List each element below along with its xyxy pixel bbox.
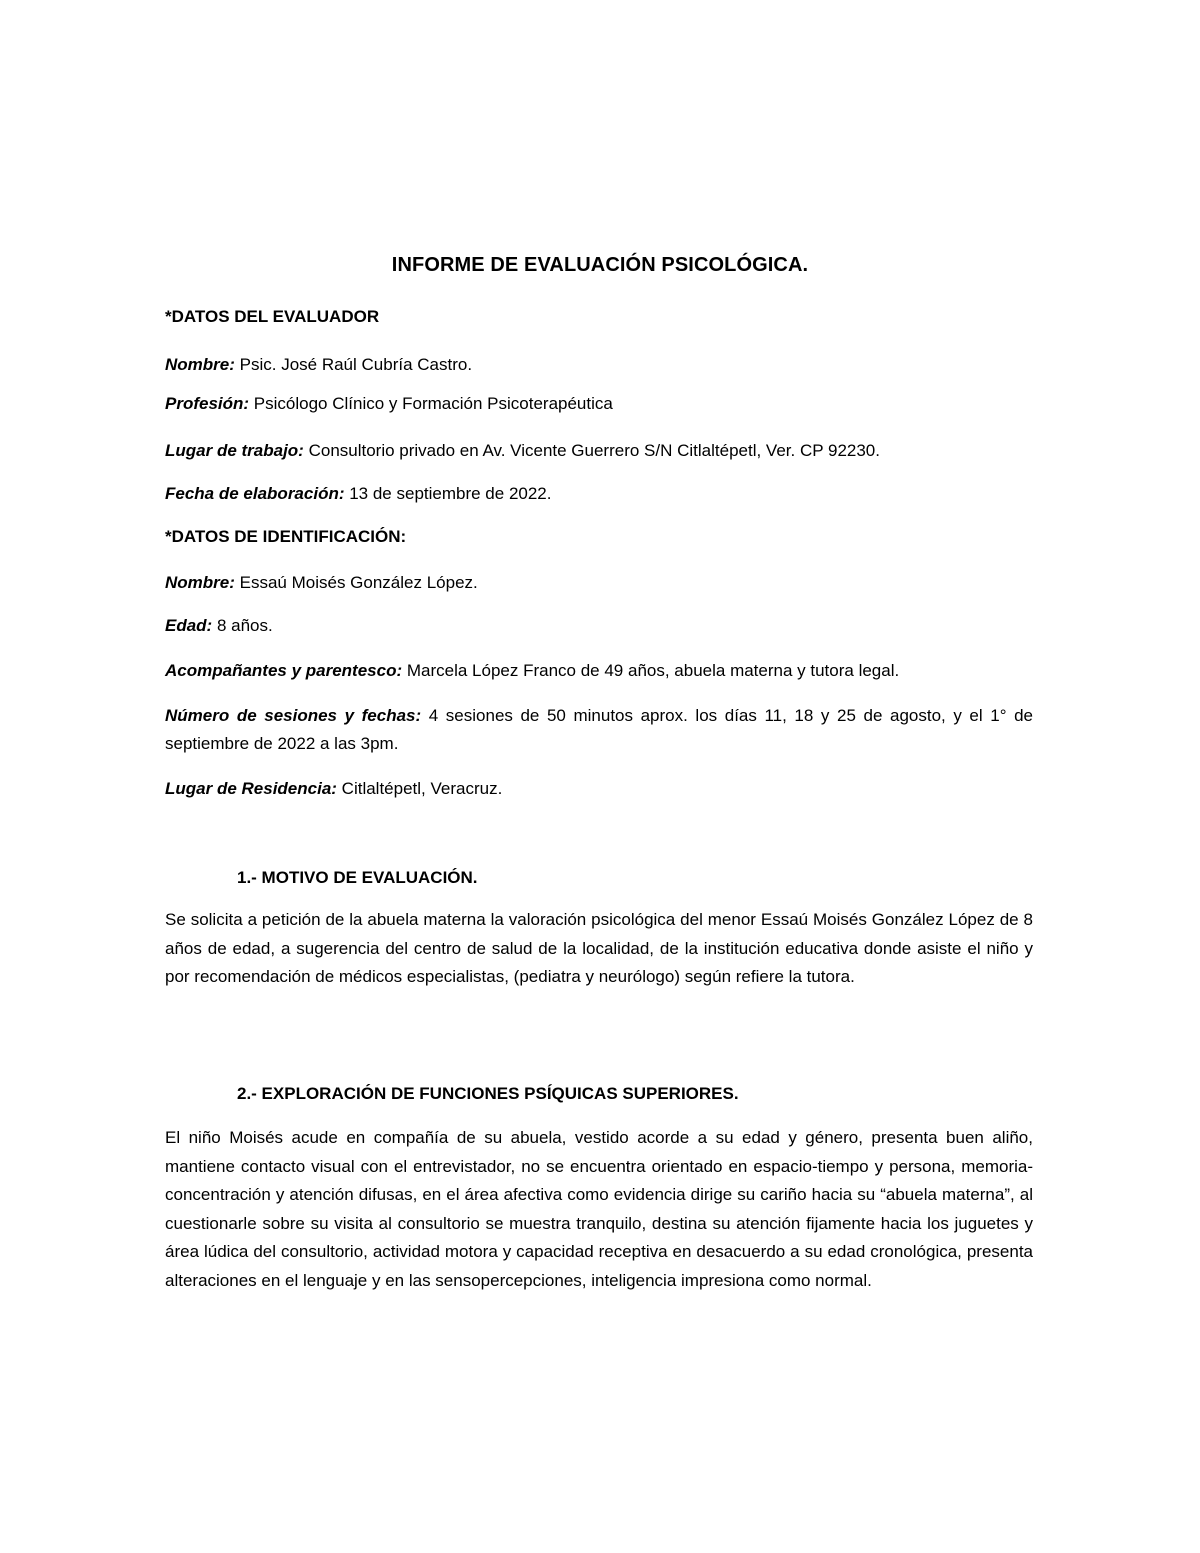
document-title: INFORME DE EVALUACIÓN PSICOLÓGICA. xyxy=(391,254,809,276)
section-2-body: El niño Moisés acude en compañía de su abuela, vestido acorde a su edad y género, presenta buen aliño, mantiene contacto visual con el entrevistador, no se encuentra orientado en espacio-tiempo y persona, memoria-concentración y atención difusas, en el área afectiva como evidencia dirige su cariño hacia su “abuela materna”, al cuestionarle sobre su visita al consultorio se muestra tranquilo, destina su atención fijamente hacia los juguetes y área lúdica del consultorio, actividad motora y capacidad receptiva en desacuerdo a su edad cronológica, presenta alteraciones en el lenguaje y en las sensopercepciones, inteligencia impresiona como normal. xyxy=(165,1128,1033,1290)
evaluator-workplace-field xyxy=(165,437,880,465)
evaluator-name-value: Psic. José Raúl Cubría Castro. xyxy=(234,355,473,374)
section-1-body: Se solicita a petición de la abuela materna la valoración psicológica del menor Essaú Moisés González López de 8 años de edad, a sugerencia del centro de salud de la localidad, de la institución educativa donde asiste el niño y por recomendación de médicos especialistas, (pediatra y neurólogo) según refiere la tutora. xyxy=(165,910,1033,986)
residence-label: Lugar de Residencia: xyxy=(165,779,337,798)
patient-age-field xyxy=(165,612,273,640)
companions-label: Acompañantes y parentesco: xyxy=(165,661,403,680)
patient-name-value: Essaú Moisés González López. xyxy=(234,573,478,592)
residence-value: Citlaltépetl, Veracruz. xyxy=(336,779,503,798)
evaluator-profession-field xyxy=(165,390,613,418)
evaluator-heading: *DATOS DEL EVALUADOR xyxy=(165,307,380,326)
evaluator-workplace-value: Consultorio privado en Av. Vicente Guerrero S/N Citlaltépetl, Ver. CP 92230. xyxy=(303,441,880,460)
evaluator-date-value: 13 de septiembre de 2022. xyxy=(344,484,552,503)
companions-value: Marcela López Franco de 49 años, abuela materna y tutora legal. xyxy=(402,661,900,680)
patient-name-field xyxy=(165,569,478,597)
patient-age-label: Edad: xyxy=(165,616,213,635)
evaluator-name-label: Nombre: xyxy=(165,355,235,374)
evaluator-date-field xyxy=(165,480,551,508)
patient-age-value: 8 años. xyxy=(212,616,273,635)
section-1-heading: 1.- MOTIVO DE EVALUACIÓN. xyxy=(237,868,478,887)
companions-field xyxy=(165,657,899,685)
evaluator-profession-label: Profesión: xyxy=(165,394,250,413)
evaluator-workplace-label: Lugar de trabajo: xyxy=(165,441,304,460)
residence-field xyxy=(165,775,502,803)
evaluator-date-label: Fecha de elaboración: xyxy=(165,484,345,503)
section-2-heading: 2.- EXPLORACIÓN DE FUNCIONES PSÍQUICAS SUPERIORES. xyxy=(237,1084,739,1103)
identification-heading: *DATOS DE IDENTIFICACIÓN: xyxy=(165,527,407,546)
evaluator-profession-value: Psicólogo Clínico y Formación Psicoterapéutica xyxy=(249,394,613,413)
patient-name-label: Nombre: xyxy=(165,573,235,592)
sessions-value: 4 sesiones de 50 minutos aprox. los días 11, 18 y 25 de agosto, y el 1° de septiembre de 2022 a las 3pm. xyxy=(165,706,1033,753)
sessions-label: Número de sesiones y fechas: xyxy=(165,706,422,725)
evaluator-name-field xyxy=(165,351,472,379)
sessions-field xyxy=(165,702,1033,758)
